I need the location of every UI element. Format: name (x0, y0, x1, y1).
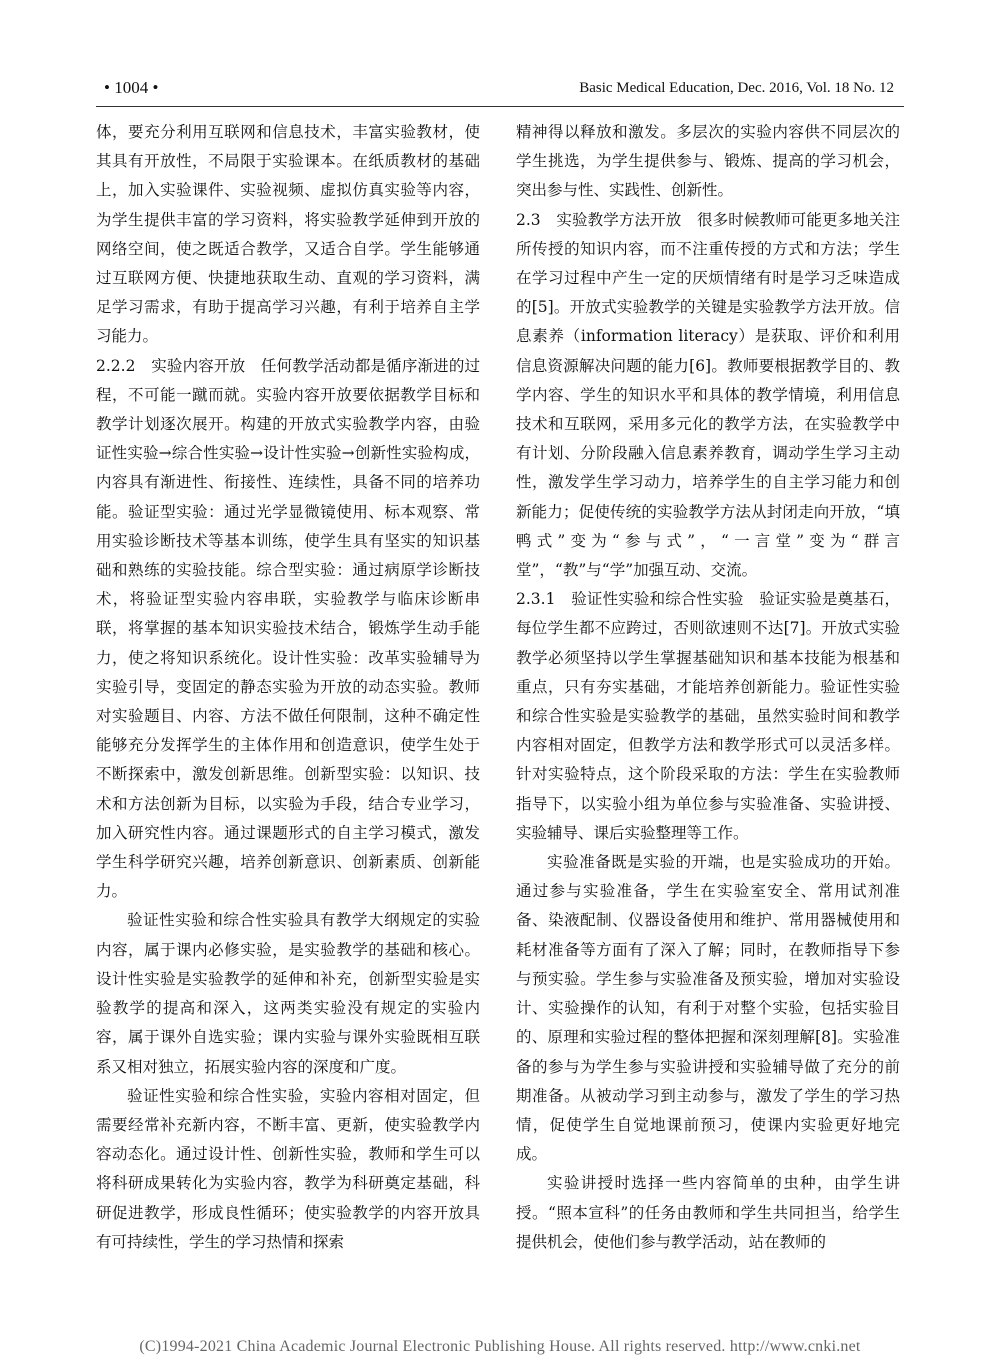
copyright-footer[interactable]: (C)1994-2021 China Academic Journal Electronic Publishing House. All rights reserved. http://www.cnki.net (139, 1338, 861, 1355)
paragraph: 2.3.1 验证性实验和综合性实验 验证实验是奠基石，每位学生都不应跨过，否则欲速则不达[7]。开放式实验教学必须坚持以学生掌握基础知识和基本技能为根基和重点，只有夯实基础，才能培养创新能力。验证性实验和综合性实验是实验教学的基础，虽然实验时间和教学内容相对固定，但教学方法和教学形式可以灵活多样。针对实验特点，这个阶段采取的方法：学生在实验教师指导下，以实验小组为单位参与实验准备、实验讲授、实验辅导、课后实验整理等工作。 (516, 590, 900, 842)
page-header (96, 78, 904, 107)
paragraph: 验证性实验和综合性实验具有教学大纲规定的实验内容，属于课内必修实验，是实验教学的基础和核心。设计性实验是实验教学的延伸和补充，创新型实验是实验教学的提高和深入，这两类实验没有规定的实验内容，属于课外自选实验；课内实验与课外实验既相互联系又相对独立，拓展实验内容的深度和广度。 (96, 911, 480, 1076)
page-number: • 1004 • (104, 78, 159, 97)
paragraph: 验证性实验和综合性实验，实验内容相对固定，但需要经常补充新内容，不断丰富、更新，使实验教学内容动态化。通过设计性、创新性实验，教师和学生可以将科研成果转化为实验内容，教学为科研奠定基础，科研促进教学，形成良性循环；使实验教学的内容开放具有可持续性，学生的学习热情和探索 (96, 1086, 480, 1251)
paragraph: 2.3 实验教学方法开放 很多时候教师可能更多地关注所传授的知识内容，而不注重传授的方式和方法；学生在学习过程中产生一定的厌烦情绪有时是学习乏味造成的[5]。开放式实验教学的关键是实验教学方法开放。信息素养（information literacy）是获取、评价和利用信息资源解决问题的能力[6]。教师要根据教学目的、教学内容、学生的知识水平和具体的教学情境，利用信息技术和互联网，采用多元化的教学方法，在实验教学中有计划、分阶段融入信息素养教育，调动学生学习主动性，激发学生学习动力，培养学生的自主学习能力和创新能力；促使传统的实验教学方法从封闭走向开放，“填鸭式”变为“参与式”，“一言堂”变为“群言堂”，“教”与“学”加强互动、交流。 (516, 210, 900, 580)
journal-citation: Basic Medical Education, Dec. 2016, Vol. 18 No. 12 (579, 80, 894, 96)
left-column (96, 118, 480, 1257)
paragraph: 体，要充分利用互联网和信息技术，丰富实验教材，使其具有开放性，不局限于实验课本。在纸质教材的基础上，加入实验课件、实验视频、虚拟仿真实验等内容，为学生提供丰富的学习资料，将实验教学延伸到开放的网络空间，使之既适合教学，又适合自学。学生能够通过互联网方便、快捷地获取生动、直观的学习资料，满足学习需求，有助于提高学习兴趣，有利于培养自主学习能力。 (96, 123, 480, 346)
right-column (516, 118, 900, 1257)
paragraph: 实验讲授时选择一些内容简单的虫种，由学生讲授。“照本宣科”的任务由教师和学生共同担当，给学生提供机会，使他们参与教学活动，站在教师的 (516, 1174, 900, 1251)
paragraph: 精神得以释放和激发。多层次的实验内容供不同层次的学生挑选，为学生提供参与、锻炼、提高的学习机会，突出参与性、实践性、创新性。 (516, 123, 900, 200)
paragraph: 实验准备既是实验的开端，也是实验成功的开始。通过参与实验准备，学生在实验室安全、常用试剂准备、染液配制、仪器设备使用和维护、常用器械使用和耗材准备等方面有了深入了解；同时，在教师指导下参与预实验。学生参与实验准备及预实验，增加对实验设计、实验操作的认知，有利于对整个实验，包括实验目的、原理和实验过程的整体把握和深刻理解[8]。实验准备的参与为学生参与实验讲授和实验辅导做了充分的前期准备。从被动学习到主动参与，激发了学生的学习热情，促使学生自觉地课前预习，使课内实验更好地完成。 (516, 853, 900, 1164)
paragraph: 2.2.2 实验内容开放 任何教学活动都是循序渐进的过程，不可能一蹴而就。实验内容开放要依据教学目标和教学计划逐次展开。构建的开放式实验教学内容，由验证性实验→综合性实验→设计性实验→创新性实验构成，内容具有渐进性、衔接性、连续性，具备不同的培养功能。验证型实验：通过光学显微镜使用、标本观察、常用实验诊断技术等基本训练，使学生具有坚实的知识基础和熟练的实验技能。综合型实验：通过病原学诊断技术，将验证型实验内容串联，实验教学与临床诊断串联，将掌握的基本知识实验技术结合，锻炼学生动手能力，使之将知识系统化。设计性实验：改革实验辅导为实验引导，变固定的静态实验为开放的动态实验。教师对实验题目、内容、方法不做任何限制，这种不确定性能够充分发挥学生的主体作用和创造意识，使学生处于不断探索中，激发创新思维。创新型实验：以知识、技术和方法创新为目标，以实验为手段，结合专业学习，加入研究性内容。通过课题形式的自主学习模式，激发学生科学研究兴趣，培养创新意识、创新素质、创新能力。 (96, 356, 480, 901)
